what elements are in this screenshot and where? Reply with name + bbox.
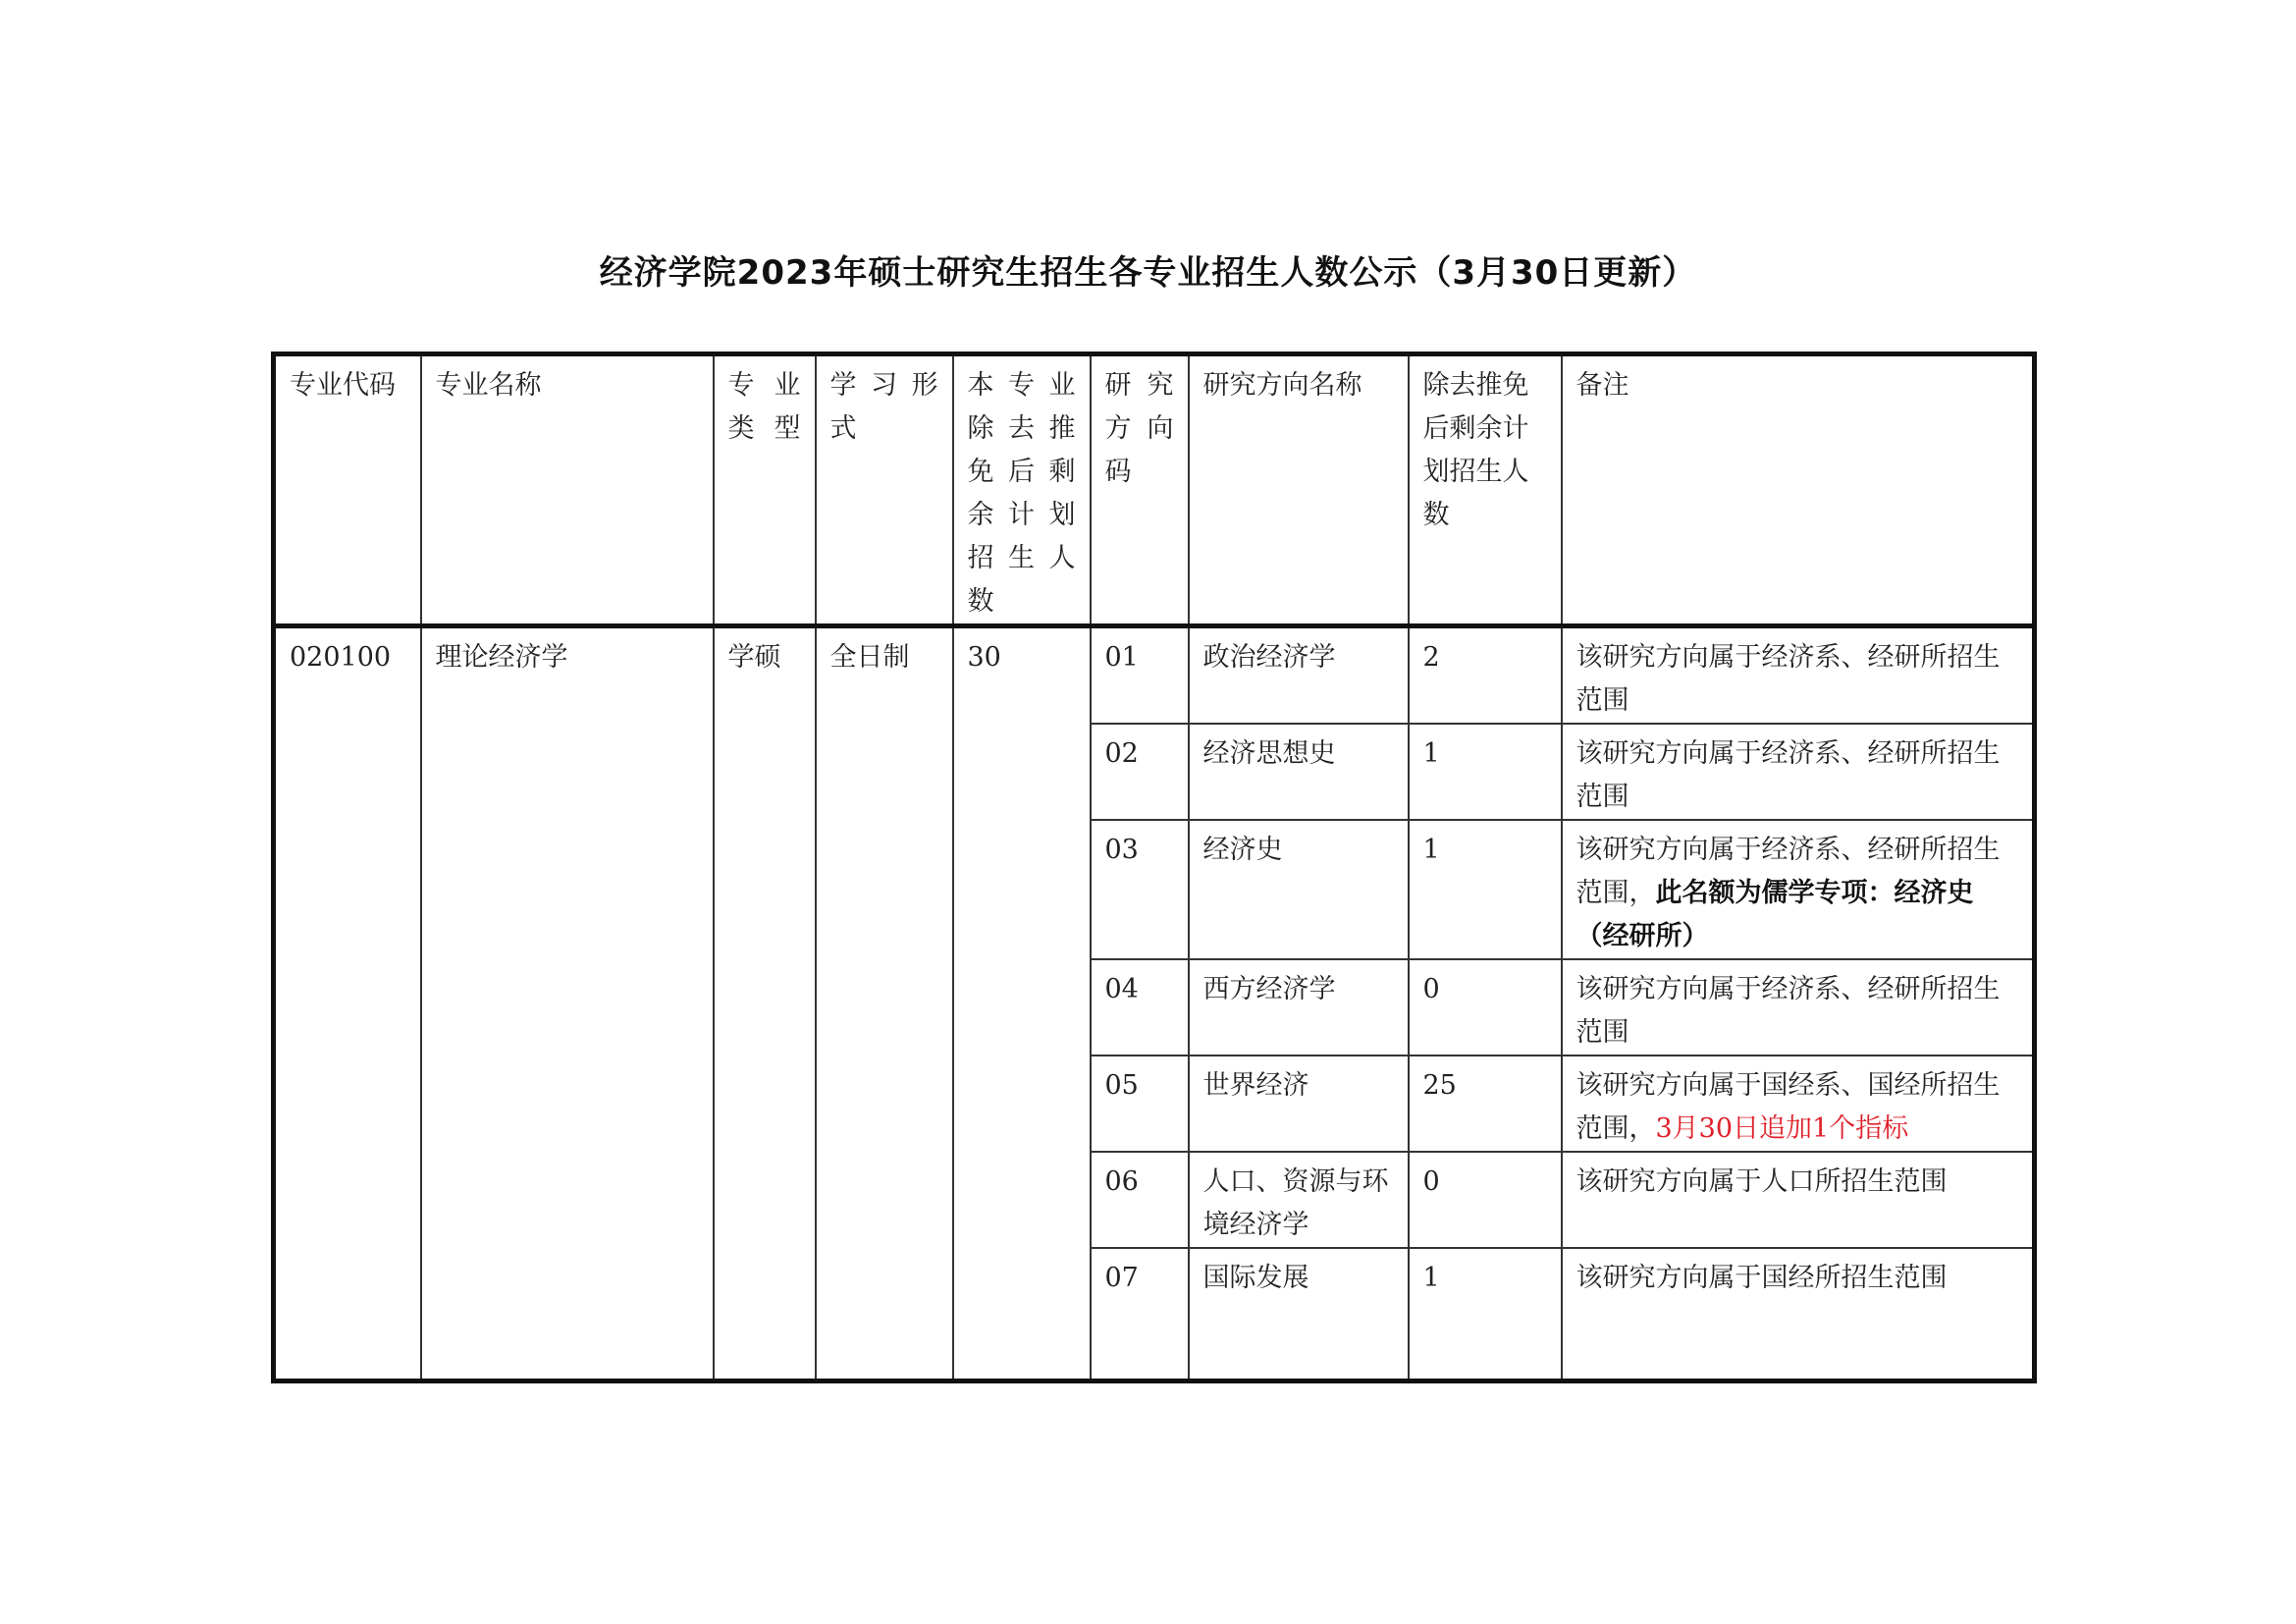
note-cell: 该研究方向属于经济系、经研所招生范围 <box>1562 626 2035 725</box>
header-major-name: 专业名称 <box>421 354 714 626</box>
note-text: 该研究方向属于国经系、国经所招生范围， <box>1575 1070 2001 1144</box>
direction-code-cell: 03 <box>1091 820 1189 959</box>
note-cell <box>1562 820 2035 959</box>
header-notes: 备注 <box>1562 354 2035 626</box>
direction-count-cell: 0 <box>1409 1152 1562 1248</box>
direction-code-cell: 06 <box>1091 1152 1189 1248</box>
admissions-table <box>271 352 2037 1383</box>
major-type-cell: 学硕 <box>714 626 816 1381</box>
direction-code-cell: 07 <box>1091 1248 1189 1381</box>
direction-code-cell: 05 <box>1091 1056 1189 1152</box>
direction-code-cell: 04 <box>1091 959 1189 1056</box>
study-mode-cell: 全日制 <box>816 626 953 1381</box>
header-major-code: 专业代码 <box>274 354 421 626</box>
direction-code-cell: 01 <box>1091 626 1189 725</box>
note-cell: 该研究方向属于经济系、经研所招生范围 <box>1562 724 2035 820</box>
header-major-remaining: 本 专 业 除 去 推 免 后 剩 余 计 划 招 生 人 数 <box>953 354 1091 626</box>
direction-name-cell: 人口、资源与环境经济学 <box>1189 1152 1409 1248</box>
direction-name-cell: 国际发展 <box>1189 1248 1409 1381</box>
note-bold-text: 此名额为儒学专项：经济史（经研所） <box>1575 878 1974 951</box>
direction-code-cell: 02 <box>1091 724 1189 820</box>
page-title: 经济学院2023年硕士研究生招生各专业招生人数公示（3月30日更新） <box>599 253 1697 293</box>
note-cell <box>1562 1056 2035 1152</box>
direction-name-cell: 经济思想史 <box>1189 724 1409 820</box>
note-red-text: 3月30日追加1个指标 <box>1655 1113 1909 1144</box>
direction-count-cell: 2 <box>1409 626 1562 725</box>
table-row <box>274 626 2035 725</box>
note-cell: 该研究方向属于经济系、经研所招生范围 <box>1562 959 2035 1056</box>
direction-count-cell: 1 <box>1409 820 1562 959</box>
header-direction-name: 研究方向名称 <box>1189 354 1409 626</box>
direction-name-cell: 世界经济 <box>1189 1056 1409 1152</box>
direction-name-cell: 政治经济学 <box>1189 626 1409 725</box>
note-text: 该研究方向属于经济系、经研所招生范围， <box>1575 835 2001 908</box>
header-study-mode: 学 习 形 式 <box>816 354 953 626</box>
header-direction-remaining: 除去推免后剩余计划招生人数 <box>1409 354 1562 626</box>
direction-count-cell: 1 <box>1409 1248 1562 1381</box>
major-code-cell: 020100 <box>274 626 421 1381</box>
major-name-cell: 理论经济学 <box>421 626 714 1381</box>
direction-name-cell: 西方经济学 <box>1189 959 1409 1056</box>
note-cell: 该研究方向属于国经所招生范围 <box>1562 1248 2035 1381</box>
table-header-row <box>274 354 2035 626</box>
direction-count-cell: 1 <box>1409 724 1562 820</box>
direction-count-cell: 25 <box>1409 1056 1562 1152</box>
direction-name-cell: 经济史 <box>1189 820 1409 959</box>
major-remaining-cell: 30 <box>953 626 1091 1381</box>
header-direction-code: 研 究 方 向 码 <box>1091 354 1189 626</box>
header-major-type: 专 业 类 型 <box>714 354 816 626</box>
direction-count-cell: 0 <box>1409 959 1562 1056</box>
note-cell: 该研究方向属于人口所招生范围 <box>1562 1152 2035 1248</box>
